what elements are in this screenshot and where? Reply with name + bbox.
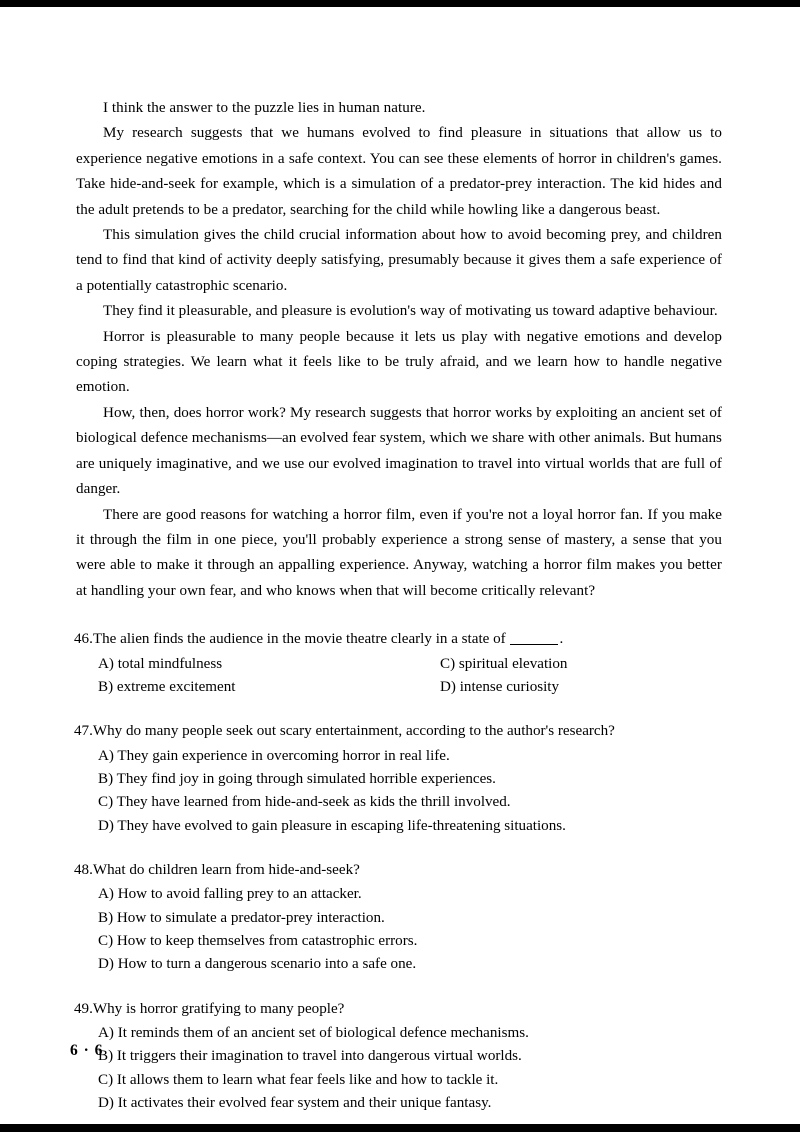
answer-blank [510, 644, 558, 645]
option-a[interactable]: A) They gain experience in overcoming horror in real life. [98, 747, 450, 764]
scan-artifact-bar-top [0, 0, 800, 7]
option-a[interactable]: A) total mindfulness [98, 655, 223, 672]
question-item [76, 859, 722, 977]
passage-paragraph: My research suggests that we humans evolved to find pleasure in situations that allow us to experience negative emotions in a safe context. You can see these elements of horror in children's games. Take hide-and-seek for example, which is a simulation of a predator-prey interaction. The kid hides and the adult pretends to be a predator, searching for the child while howling like a dangerous beast. [76, 125, 722, 218]
option-c[interactable]: C) It allows them to learn what fear feels like and how to tackle it. [98, 1071, 499, 1088]
passage-paragraph: I think the answer to the puzzle lies in human nature. [103, 100, 426, 116]
option-d[interactable]: D) They have evolved to gain pleasure in escaping life-threatening situations. [98, 817, 566, 834]
question-text [93, 628, 722, 652]
question-text: Why do many people seek out scary entertainment, according to the author's research? [92, 723, 615, 740]
question-stem-before-blank: The alien finds the audience in the movie theatre clearly in a state of [92, 631, 510, 648]
question-item [76, 628, 722, 699]
option-a[interactable]: A) It reminds them of an ancient set of biological defence mechanisms. [98, 1025, 529, 1042]
question-item [76, 720, 722, 838]
question-stem [74, 720, 722, 744]
question-list [76, 628, 722, 1115]
option-c[interactable]: C) They have learned from hide-and-seek as kids the thrill involved. [98, 794, 511, 811]
question-number: 46. [74, 631, 93, 648]
option-d[interactable]: D) It activates their evolved fear system and their unique fantasy. [98, 1094, 492, 1111]
passage-paragraph: Horror is pleasurable to many people because it lets us play with negative emotions and develop coping strategies. We learn what it feels like to be truly afraid, and we learn how to handle negative emotion. [76, 328, 722, 396]
question-stem [74, 628, 722, 652]
option-c[interactable]: C) spiritual elevation [440, 655, 568, 672]
question-text: What do children learn from hide-and-seek? [92, 861, 360, 878]
option-group [76, 883, 722, 976]
scan-artifact-bar-bottom [0, 1124, 800, 1132]
option-b[interactable]: B) extreme excitement [98, 678, 236, 695]
passage-paragraph: How, then, does horror work? My research suggests that horror works by exploiting an ancient set of biological defence mechanisms—an evolved fear system, which we share with other animals. But humans are uniquely imaginative, and we use our evolved imagination to travel into virtual worlds that are full of danger. [76, 404, 722, 498]
question-item [76, 998, 722, 1116]
question-number: 47. [74, 723, 93, 740]
option-row [76, 653, 722, 676]
page-footer: 6 · 6 [70, 1042, 104, 1059]
option-group [76, 1022, 722, 1115]
passage-paragraph: They find it pleasurable, and pleasure is evolution's way of motivating us toward adaptive behaviour. [103, 303, 718, 320]
option-group [76, 653, 722, 700]
question-stem-after-blank: . [559, 631, 564, 648]
option-c[interactable]: C) How to keep themselves from catastrophic errors. [98, 933, 418, 949]
option-group [76, 745, 722, 838]
option-d[interactable]: D) How to turn a dangerous scenario into a safe one. [98, 956, 417, 973]
passage-paragraph: This simulation gives the child crucial information about how to avoid becoming prey, and children tend to find that kind of activity deeply satisfying, presumably because it gives them a safe experience of a potentially catastrophic scenario. [76, 227, 722, 294]
reading-passage [76, 96, 722, 604]
option-b[interactable]: B) They find joy in going through simulated horrible experiences. [98, 771, 496, 788]
option-b[interactable]: B) How to simulate a predator-prey interaction. [98, 909, 385, 926]
question-number: 49. [74, 1000, 93, 1017]
option-row [76, 676, 722, 699]
question-stem [74, 998, 722, 1022]
option-b[interactable]: B) It triggers their imagination to travel into dangerous virtual worlds. [98, 1048, 522, 1065]
question-number: 48. [74, 861, 93, 878]
option-d[interactable]: D) intense curiosity [440, 678, 560, 695]
question-stem [74, 859, 722, 883]
passage-paragraph: There are good reasons for watching a horror film, even if you're not a loyal horror fan. If you make it through the film in one piece, you'll probably experience a strong sense of mastery, a sense that you were able to make it through an appalling experience. Anyway, watching a horror film makes you better at handling your own fear, and who knows when that will become critically relevant? [76, 506, 722, 599]
option-a[interactable]: A) How to avoid falling prey to an attacker. [98, 886, 362, 903]
question-text: Why is horror gratifying to many people? [92, 1000, 345, 1017]
page-content [76, 96, 722, 1132]
